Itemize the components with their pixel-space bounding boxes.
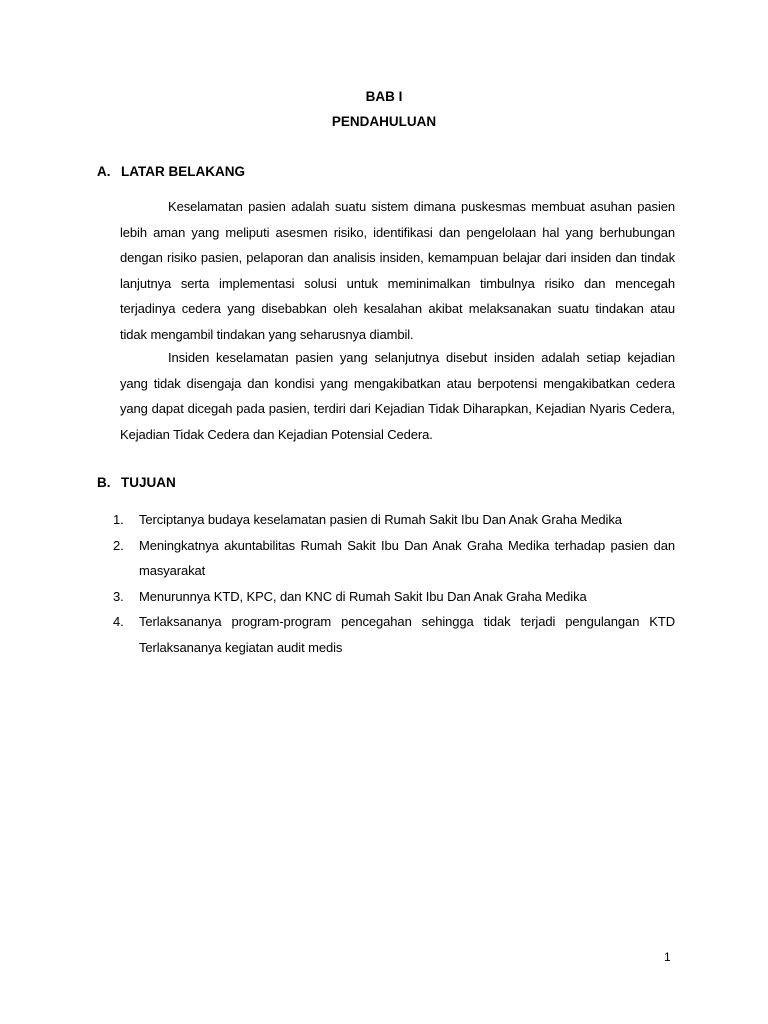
page-number: 1 (664, 950, 671, 964)
section-b-title: TUJUAN (121, 475, 176, 490)
section-b-heading (97, 475, 176, 490)
list-item-number: 3. (113, 588, 124, 604)
goals-list (113, 507, 675, 660)
section-a-title: LATAR BELAKANG (121, 164, 245, 179)
list-item (113, 584, 675, 610)
section-a-letter: A. (97, 164, 111, 179)
list-item-number: 2. (113, 537, 124, 553)
list-item-number: 4. (113, 614, 124, 629)
list-item-text: Meningkatnya akuntabilitas Rumah Sakit Ibu Dan Anak Graha Medika terhadap pasien dan masyarakat (139, 537, 675, 578)
section-a-heading (97, 164, 245, 179)
list-item (113, 609, 675, 660)
background-paragraph-2: Insiden keselamatan pasien yang selanjutnya disebut insiden adalah setiap kejadian yang tidak disengaja dan kondisi yang mengakibatkan atau berpotensi mengakibatkan cedera yang dapat dicegah pada pasien, terdiri dari Kejadian Tidak Diharapkan, Kejadian Nyaris Cedera, Kejadian Tidak Cedera dan Kejadian Potensial Cedera. (120, 350, 675, 442)
list-item (113, 533, 675, 584)
chapter-title: PENDAHULUAN (331, 114, 437, 129)
list-item (113, 507, 675, 533)
section-b-letter: B. (97, 475, 111, 490)
chapter-heading: BAB I (365, 89, 403, 104)
list-item-number: 1. (113, 512, 124, 527)
list-item-text: Menurunnya KTD, KPC, dan KNC di Rumah Sakit Ibu Dan Anak Graha Medika (139, 588, 587, 604)
list-item-text: Terciptanya budaya keselamatan pasien di Rumah Sakit Ibu Dan Anak Graha Medika (139, 512, 622, 527)
background-paragraph-1: Keselamatan pasien adalah suatu sistem dimana puskesmas membuat asuhan pasien lebih aman yang meliputi asesmen risiko, identifikasi dan pengelolaan hal yang berhubungan dengan risiko pasien, pelaporan dan analisis insiden, kemampuan belajar dari insiden dan tindak lanjutnya serta implementasi solusi untuk meminimalkan timbulnya risiko dan mencegah terjadinya cedera yang disebabkan oleh kesalahan akibat melaksanakan suatu tindakan atau tidak mengambil tindakan yang seharusnya diambil. (120, 199, 675, 342)
list-item-text: Terlaksananya program-program pencegahan sehingga tidak terjadi pengulangan KTD Terlaksananya kegiatan audit medis (139, 614, 675, 655)
